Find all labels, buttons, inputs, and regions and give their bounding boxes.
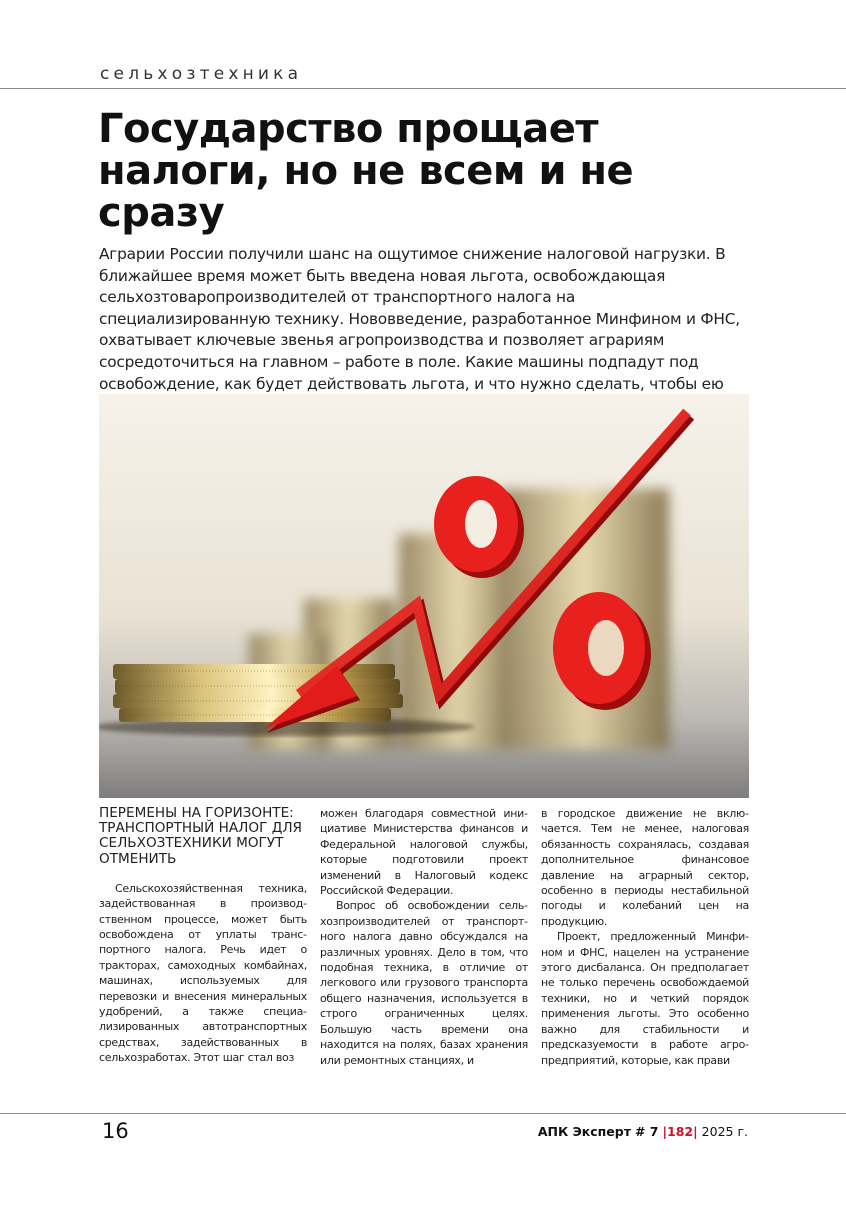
top-divider <box>0 88 846 89</box>
bottom-divider <box>0 1113 846 1114</box>
article-photo <box>99 394 749 798</box>
body-paragraph: Вопрос об освобождении сельхозпроизводителей от транспортного налога давно обсуждался на различных уровнях. Дело в том, что подобная техника, в отличие от легкового или грузового транспорта общего назначения, используется в строго ограниченных целях. Большую часть времени она находится на полях, базах хранения или ремонтных станциях, и <box>320 899 528 1067</box>
magazine-footer <box>538 1124 748 1139</box>
issue-total: |182| <box>662 1124 698 1139</box>
body-paragraph: можен благодаря совместной инициативе Министерства финансов и Федеральной налоговой службы, которые подготовили проект изменений в Налоговый кодекс Российской Федерации. <box>320 807 528 898</box>
article-headline: Государство прощает налоги, но не всем и не сразу <box>98 106 634 236</box>
issue-number: # 7 <box>634 1124 659 1139</box>
magazine-name: АПК Эксперт <box>537 1124 631 1139</box>
body-paragraph: в городское движение не включается. Тем не менее, налоговая обязанность сохранялась, создавая дополнительное финансовое давление на аграрный сектор, особенно в периоды нестабильной погоды и колебаний цен на продукцию. <box>541 807 749 928</box>
body-column-2 <box>320 806 528 1068</box>
coins-with-percent-arrow-image <box>99 394 749 798</box>
issue-year: 2025 г. <box>701 1124 748 1139</box>
body-column-3 <box>541 806 749 1068</box>
body-paragraph: Проект, предложенный Минфином и ФНС, нацелен на устранение этого дисбаланса. Он предполагает не только перечень освобождаемой техники, но и четкий порядок применения льготы. Это особенно важно для стабильности и предсказуемости в работе агропредприятий, которые, как прави <box>541 930 749 1067</box>
article-lead: Аграрии России получили шанс на ощутимое снижение налоговой нагрузки. В ближайшее время может быть введена новая льгота, освобождающая сельхозтоваропроизводителей от транспортного налога на специализированную технику. Нововведение, разработанное Минфином и ФНС, охватывает ключевые звенья агропроизводства и позволяет аграриям сосредоточиться на главном – работе в поле. Какие машины подпадут под освобождение, как будет действовать льгота, и что нужно сделать, чтобы ею <box>99 245 740 393</box>
body-column-1 <box>99 806 307 1066</box>
article-subhead: ПЕРЕМЕНЫ НА ГОРИЗОНТЕ: ТРАНСПОРТНЫЙ НАЛОГ ДЛЯ СЕЛЬХОЗТЕХНИКИ МОГУТ ОТМЕНИТЬ <box>99 805 302 867</box>
section-label: сельхозтехника <box>100 64 303 84</box>
body-paragraph: Сельскохозяйственная техника, задействованная в производственном процессе, может быть освобождена от уплаты транспортного налога. Речь идет о тракторах, самоходных комбайнах, машинах, используемых для перевозки и внесения минеральных удобрений, а также специализированных автотранспортных средствах, задействованных в сельхозработах. Этот шаг стал воз <box>99 881 307 1065</box>
page-number: 16 <box>102 1119 129 1143</box>
